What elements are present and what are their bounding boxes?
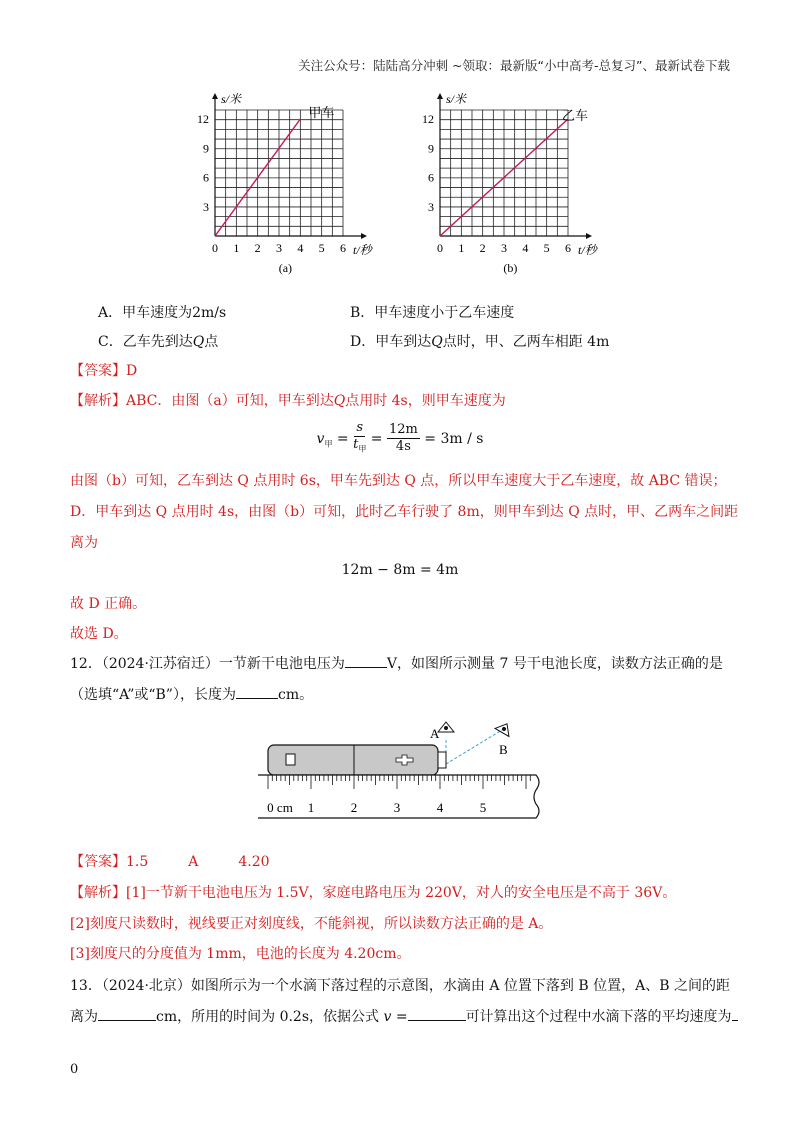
x-tick-label: 4 bbox=[522, 241, 529, 255]
x-tick-label: 1 bbox=[458, 241, 465, 255]
y-axis-arrow bbox=[212, 93, 218, 99]
panel-label: (a) bbox=[278, 261, 293, 275]
x-tick-label: 5 bbox=[543, 241, 550, 255]
ruler-label: 4 bbox=[436, 800, 444, 815]
y-axis-label: s/米 bbox=[446, 92, 467, 106]
x-tick-label: 0 bbox=[212, 241, 218, 255]
q11-analysis-3: D．甲车到达 Q 点用时 4s，由图（b）可知，此时乙车行驶了 8m，则甲车到达 Q 点时，甲、乙两车之间距 bbox=[70, 504, 739, 520]
eye-b-label: B bbox=[499, 742, 508, 757]
y-tick-label: 3 bbox=[428, 199, 434, 214]
q13-stem-2: 离为 cm，所用的时间为 0.2s，依据公式 v = 可计算出这个过程中水滴下落的平均速度为 bbox=[70, 1006, 738, 1026]
eye-a-icon bbox=[438, 722, 454, 732]
x-tick-label: 3 bbox=[276, 241, 282, 255]
q12-stem-1: 12．（2024·江苏宿迁）一节新干电池电压为 V，如图所示测量 7 号干电池长度，读数方法正确的是 bbox=[70, 656, 723, 672]
x-axis-label: t/秒 bbox=[353, 243, 372, 257]
q11-analysis-2: 由图（b）可知，乙车到达 Q 点用时 6s，甲车先到达 Q 点，所以甲车速度大于乙车速度，故 ABC 错误； bbox=[70, 473, 727, 489]
x-tick-label: 6 bbox=[565, 241, 571, 255]
page-number: 0 bbox=[70, 1062, 79, 1077]
x-tick-label: 3 bbox=[501, 241, 507, 255]
speed-charts bbox=[190, 88, 610, 278]
ruler-label: 0 cm bbox=[267, 800, 293, 815]
q11-answer: 【答案】D bbox=[70, 363, 138, 379]
y-tick-label: 9 bbox=[428, 141, 434, 156]
ruler-label: 1 bbox=[307, 800, 315, 815]
ruler-label: 3 bbox=[393, 800, 401, 815]
y-tick-label: 6 bbox=[203, 170, 209, 185]
formula-distance: 12m − 8m = 4m bbox=[341, 562, 459, 578]
chart-panel-a bbox=[197, 92, 374, 275]
eye-b-icon bbox=[495, 720, 514, 737]
q11-analysis-5: 故 D 正确。 bbox=[70, 596, 147, 612]
y-tick-label: 3 bbox=[203, 199, 209, 214]
panel-label: (b) bbox=[503, 261, 518, 275]
y-axis-label: s/米 bbox=[221, 92, 242, 106]
q11-analysis-6: 故选 D。 bbox=[70, 626, 128, 642]
x-tick-label: 5 bbox=[318, 241, 325, 255]
formula-speed: $v_甲$ = $\frac{s}{t_甲}$ = $\frac{12m}{4s}$ = 3m / s bbox=[316, 420, 484, 455]
chart-panel-b bbox=[422, 92, 599, 275]
y-tick-label: 9 bbox=[203, 141, 209, 156]
ruler-label: 2 bbox=[350, 800, 358, 815]
x-axis-arrow bbox=[361, 233, 367, 239]
ruler-label: 5 bbox=[479, 800, 487, 815]
option-c: C．乙车先到达Q点 bbox=[98, 334, 219, 350]
option-d: D．甲车到达Q点时，甲、乙两车相距 4m bbox=[350, 334, 610, 350]
battery-ruler-figure bbox=[258, 712, 558, 822]
series-label: 甲车 bbox=[308, 106, 335, 121]
page-header: 关注公众号：陆陆高分冲刺 ~领取：最新版“小中高考-总复习”、最新试卷下载 bbox=[298, 58, 730, 73]
y-tick-label: 12 bbox=[422, 112, 434, 126]
x-tick-label: 1 bbox=[233, 241, 240, 255]
x-tick-label: 2 bbox=[254, 241, 261, 255]
x-axis-arrow bbox=[586, 233, 592, 239]
x-tick-label: 2 bbox=[479, 241, 486, 255]
y-axis-arrow bbox=[437, 93, 443, 99]
x-tick-label: 4 bbox=[297, 241, 304, 255]
x-tick-label: 6 bbox=[340, 241, 346, 255]
q12-analysis-1: 【解析】[1]一节新干电池电压为 1.5V，家庭电路电压为 220V，对人的安全电压是不高于 36V。 bbox=[70, 885, 677, 901]
x-tick-label: 0 bbox=[437, 241, 443, 255]
q11-analysis-4: 离为 bbox=[70, 535, 98, 551]
option-a: A．甲车速度为2m/s bbox=[98, 305, 227, 321]
y-tick-label: 6 bbox=[428, 170, 434, 185]
q12-analysis-3: [3]刻度尺的分度值为 1mm，电池的长度为 4.20cm。 bbox=[70, 946, 411, 962]
eye-a-label: A bbox=[430, 726, 440, 741]
x-axis-label: t/秒 bbox=[578, 243, 597, 257]
q13-stem-1: 13．（2024·北京）如图所示为一个水滴下落过程的示意图，水滴由 A 位置下落到 B 位置，A、B 之间的距 bbox=[70, 978, 730, 994]
ruler bbox=[258, 775, 539, 818]
q12-stem-2: （选填“A”或“B”），长度为 cm。 bbox=[70, 687, 314, 703]
battery bbox=[268, 745, 446, 775]
option-b: B．甲车速度小于乙车速度 bbox=[350, 305, 515, 321]
series-label: 乙车 bbox=[562, 109, 589, 124]
q11-analysis-1: 【解析】ABC．由图（a）可知，甲车到达Q点用时 4s，则甲车速度为 bbox=[70, 393, 506, 409]
q12-analysis-2: [2]刻度尺读数时，视线要正对刻度线，不能斜视，所以读数方法正确的是 A。 bbox=[70, 916, 553, 932]
y-tick-label: 12 bbox=[197, 112, 209, 126]
q12-answer: 【答案】1.5 A 4.20 bbox=[70, 854, 270, 870]
